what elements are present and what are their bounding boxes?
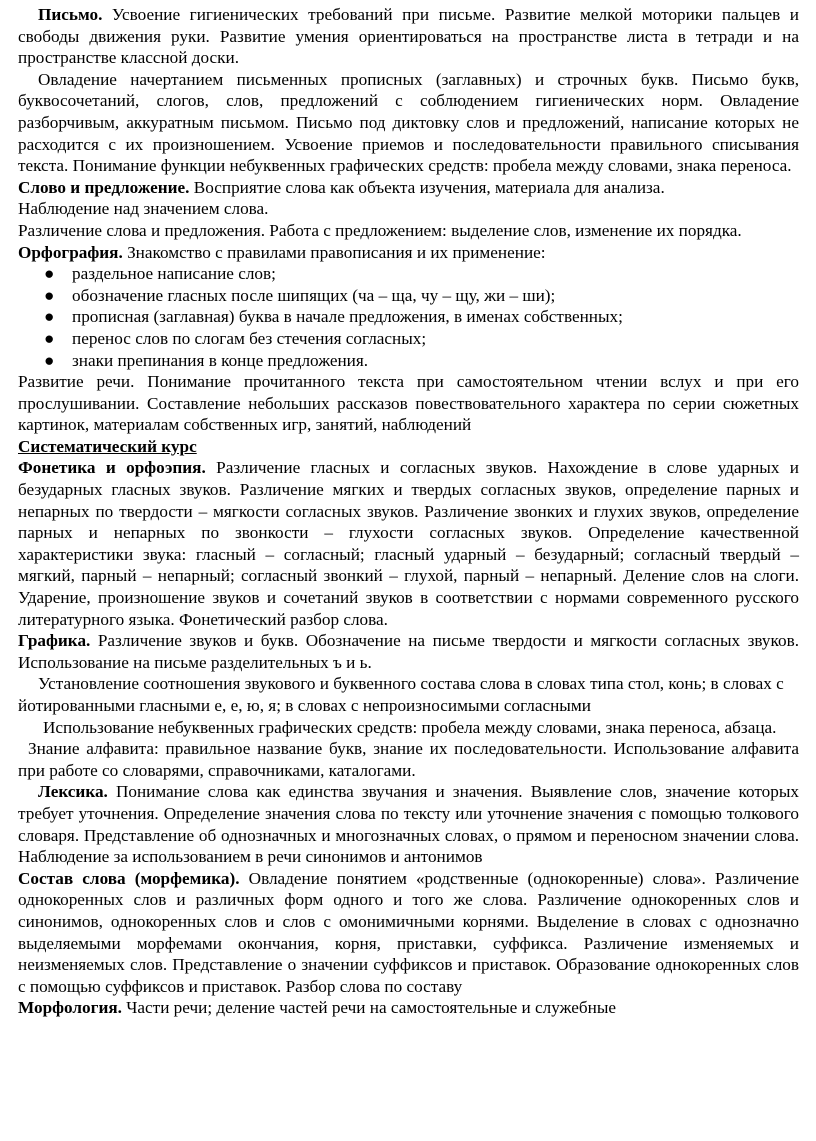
heading-orfografiya: Орфография. (18, 242, 123, 262)
paragraph-ustanovlenie: Установление соотношения звукового и буквенного состава слова в словах типа стол, конь; в словах с йотированными гласными е, е, ю, я; в словах с непроизносимыми согласными (18, 674, 784, 715)
text-leksika: Понимание слова как единства звучания и значения. Выявление слов, значение которых требует уточнения. Определение значения слова по тексту или уточнение значения с помощью толкового словаря. Представление об однозначных и многозначных словах, о прямом и переносном значении слова. Наблюдение за использованием в речи синонимов и антонимов (18, 782, 799, 867)
heading-grafika: Графика. (18, 631, 91, 651)
heading-pismo: Письмо. (38, 5, 103, 24)
list-item-text: знаки препинания в конце предложения. (72, 350, 369, 370)
paragraph-razlichenie: Различение слова и предложения. Работа с предложением: выделение слов, изменение их порядка. (18, 220, 742, 240)
text-pismo: Усвоение гигиенических требований при письме. Развитие мелкой моторики пальцев и свободы движения руки. Развитие умения ориентироваться на пространстве листа в тетради и на пространстве классной доски. (18, 5, 799, 68)
text-slovo-line2: Наблюдение над значением слова. (18, 199, 269, 219)
list-item (18, 285, 799, 307)
heading-morfemika: Состав слова (морфемика). (18, 868, 240, 888)
paragraph-ovladenie: Овладение начертанием письменных прописных (заглавных) и строчных букв. Письмо букв, буквосочетаний, слогов, слов, предложений с соблюдением гигиенических норм. Овладение разборчивым, аккуратным письмом. Письмо под диктовку слов и предложений, написание которых не расходится с их произношением. Усвоение приемов и последовательности правильного списывания текста. Понимание функции небуквенных графических средств: пробела между словами, знака переноса. (18, 69, 799, 176)
list-item (18, 328, 799, 350)
paragraph-orfografiya (18, 242, 799, 264)
bullet-icon: ● (44, 350, 55, 370)
paragraph-slovo (18, 177, 799, 220)
list-item-text: перенос слов по слогам без стечения согласных; (72, 328, 427, 348)
paragraph-grafika (18, 630, 799, 673)
text-morfologiya: Части речи; деление частей речи на самостоятельные и служебные (121, 998, 617, 1018)
list-item-text: раздельное написание слов; (72, 264, 276, 284)
text-slovo: Восприятие слова как объекта изучения, материала для анализа. (189, 177, 665, 197)
paragraph-ispolzovanie: Использование небуквенных графических средств: пробела между словами, знака переноса, абзаца. (43, 717, 777, 737)
list-item-text: обозначение гласных после шипящих (ча – ща, чу – щу, жи – ши); (72, 285, 556, 305)
heading-morfologiya: Морфология. (18, 998, 122, 1018)
bullet-icon: ● (44, 307, 55, 327)
list-item-text: прописная (заглавная) буква в начале предложения, в именах собственных; (72, 307, 623, 327)
heading-leksika: Лексика. (38, 782, 108, 802)
list-item (18, 263, 799, 285)
text-morfemika: Овладение понятием «родственные (однокоренные) слова». Различение однокоренных слов и различных форм одного и того же слова. Различение однокоренных слов и синонимов, однокоренных слов и слов с омонимичными корнями. Выделение в словах с однозначно выделяемыми морфемами окончания, корня, приставки, суффикса. Различение изменяемых и неизменяемых слов. Представление о значении суффиксов и приставок. Образование однокоренных слов с помощью суффиксов и приставок. Разбор слова по составу (18, 868, 799, 996)
bullet-icon: ● (44, 328, 55, 348)
paragraph-razvitie-rechi: Развитие речи. Понимание прочитанного текста при самостоятельном чтении вслух и при его прослушивании. Составление небольших рассказов повествовательного характера по серии сюжетных картинок, материалам собственных игр, занятий, наблюдений (18, 372, 799, 435)
paragraph-fonetika (18, 457, 799, 630)
bullet-list (18, 263, 799, 371)
paragraph-morfologiya (18, 997, 799, 1019)
list-item (18, 306, 799, 328)
text-grafika: Различение звуков и букв. Обозначение на письме твердости и мягкости согласных звуков. Использование на письме разделительных ъ и ь. (18, 631, 799, 672)
paragraph-pismo (18, 4, 799, 69)
text-orfografiya: Знакомство с правилами правописания и их применение: (122, 242, 546, 262)
paragraph-leksika (18, 781, 799, 867)
paragraph-alfavit: Знание алфавита: правильное название букв, знание их последовательности. Использование алфавита при работе со словарями, справочниками, каталогами. (18, 739, 799, 780)
bullet-icon: ● (44, 264, 55, 284)
bullet-icon: ● (44, 285, 55, 305)
heading-slovo: Слово и предложение. (18, 177, 190, 197)
text-fonetika: Различение гласных и согласных звуков. Нахождение в слове ударных и безударных гласных звуков. Различение мягких и твердых согласных звуков, определение парных и непарных по твердости – мягкости согласных звуков. Различение звонких и глухих звуков, определение парных и непарных по звонкости – глухости согласных звуков. Определение качественной характеристики звука: гласный – согласный; гласный ударный – безударный; согласный твердый – мягкий, парный – непарный; согласный звонкий – глухой, парный – непарный. Деление слов на слоги. Ударение, произношение звуков и сочетаний звуков в соответствии с нормами современного русского литературного языка. Фонетический разбор слова. (18, 458, 799, 629)
list-item (18, 350, 799, 372)
paragraph-morfemika (18, 868, 799, 998)
section-title: Систематический курс (18, 436, 197, 456)
heading-fonetika: Фонетика и орфоэпия. (18, 458, 206, 478)
